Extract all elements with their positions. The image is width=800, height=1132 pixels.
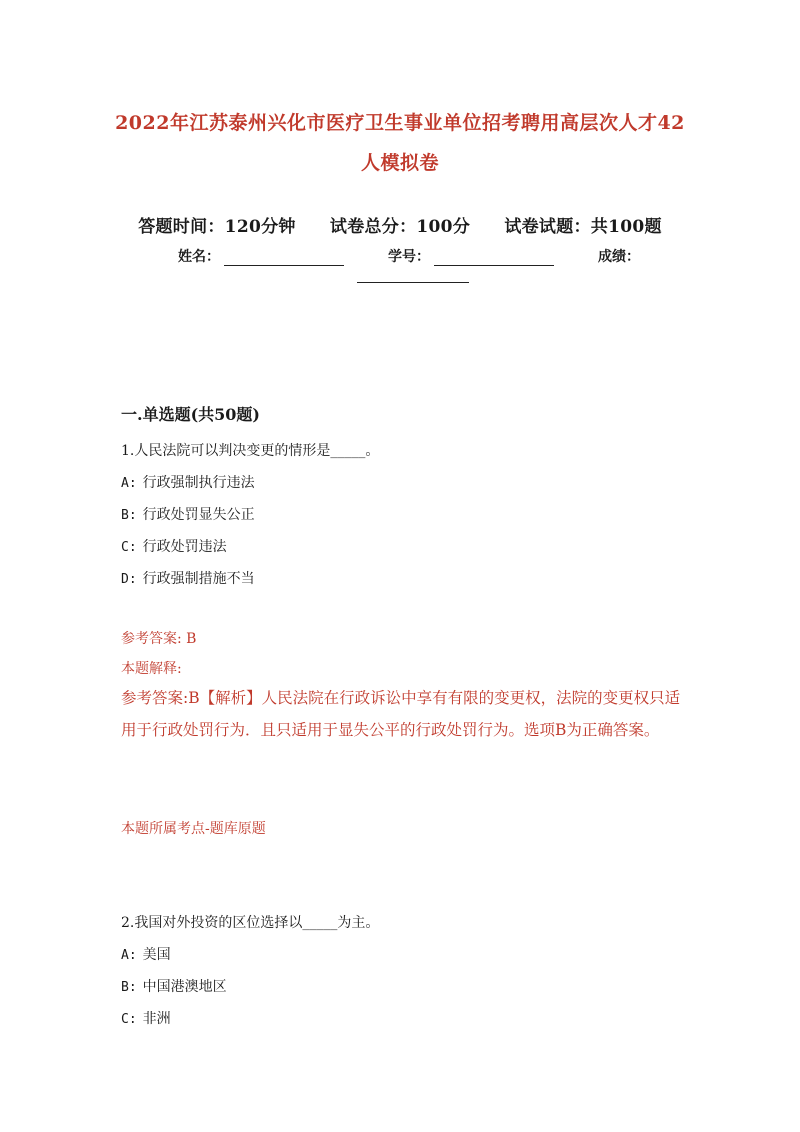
question-stem: 1.人民法院可以判决变更的情形是_____。	[121, 443, 380, 459]
explanation-label: 本题解释:	[121, 661, 182, 677]
student-id-blank	[434, 251, 554, 266]
student-id-label: 学号：	[388, 249, 430, 265]
answer-line: 参考答案: B	[121, 631, 197, 647]
exam-title-line-2: 人模拟卷	[360, 152, 439, 174]
section-title: 一.单选题(共50题)	[121, 405, 260, 424]
option-text: 行政强制措施不当	[142, 571, 255, 587]
exam-question-count: 试卷试题：共100题	[504, 217, 662, 237]
name-blank	[224, 251, 344, 266]
exam-title-line-1: 2022年江苏泰州兴化市医疗卫生事业单位招考聘用高层次人才42	[115, 112, 685, 134]
student-id-field	[388, 246, 554, 266]
option-key: D:	[121, 572, 137, 587]
exam-meta	[0, 212, 800, 237]
option-text: 中国港澳地区	[142, 979, 227, 995]
option-key: A:	[121, 948, 137, 963]
explanation-text: 参考答案:B【解析】人民法院在行政诉讼中享有有限的变更权，法院的变更权只适用于行政处罚行为．且只适用于显失公平的行政处罚行为。选项B为正确答案。	[121, 689, 681, 739]
score-label: 成绩：	[598, 249, 640, 265]
option	[121, 568, 255, 588]
option	[121, 472, 255, 492]
question-stem: 2.我国对外投资的区位选择以_____为主。	[121, 915, 380, 931]
option	[121, 504, 255, 524]
score-blank	[357, 268, 469, 283]
option-key: C:	[121, 1012, 137, 1027]
option-text: 美国	[142, 947, 171, 963]
option-key: C:	[121, 540, 137, 555]
option-key: B:	[121, 980, 137, 995]
name-label: 姓名：	[178, 249, 220, 265]
option-text: 行政处罚违法	[142, 539, 227, 555]
option-key: A:	[121, 476, 137, 491]
option-text: 行政强制执行违法	[142, 475, 255, 491]
exam-total-score: 试卷总分：100分	[329, 217, 471, 237]
option	[121, 944, 171, 964]
option	[121, 976, 227, 996]
exam-time: 答题时间：120分钟	[138, 217, 296, 237]
option	[121, 536, 227, 556]
option-key: B:	[121, 508, 137, 523]
option-text: 行政处罚显失公正	[142, 507, 255, 523]
option	[121, 1008, 171, 1028]
score-field	[598, 246, 640, 266]
name-field	[178, 246, 344, 266]
option-text: 非洲	[142, 1011, 171, 1027]
source-note: 本题所属考点-题库原题	[121, 821, 266, 837]
